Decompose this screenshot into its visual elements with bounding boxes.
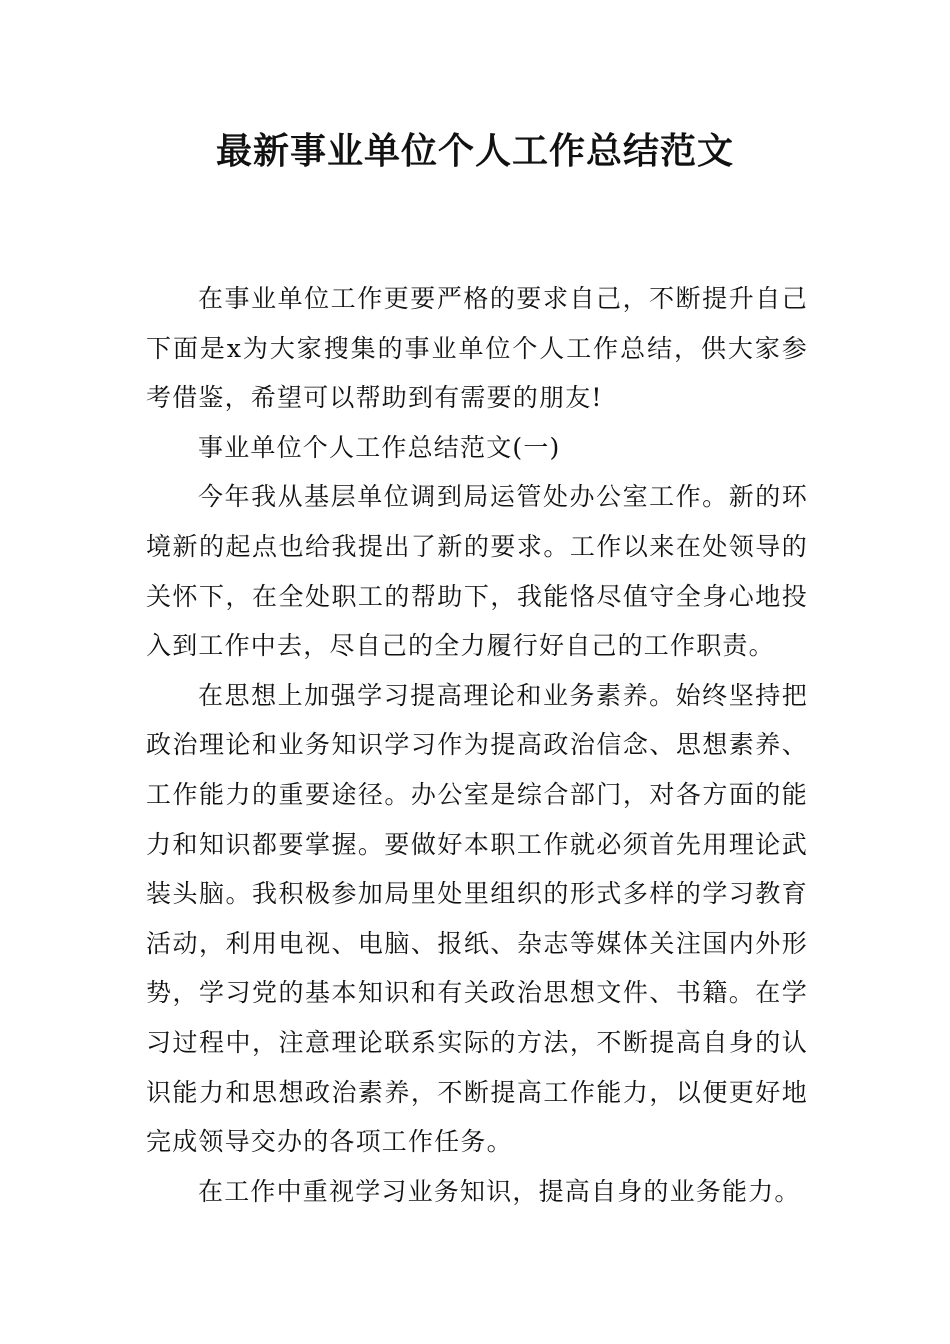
body-paragraph-2: 在思想上加强学习提高理论和业务素养。始终坚持把政治理论和业务知识学习作为提高政治信念、思想素养、工作能力的重要途径。办公室是综合部门，对各方面的能力和知识都要掌握。要做好本职工作就必须首先用理论武装头脑。我积极参加局里处里组织的形式多样的学习教育活动，利用电视、电脑、报纸、杂志等媒体关注国内外形势，学习党的基本知识和有关政治思想文件、书籍。在学习过程中，注意理论联系实际的方法，不断提高自身的认识能力和思想政治素养，不断提高工作能力，以便更好地完成领导交办的各项工作任务。 [146,680,808,1157]
intro-paragraph: 在事业单位工作更要严格的要求自己，不断提升自己下面是x为大家搜集的事业单位个人工作总结，供大家参考借鉴，希望可以帮助到有需要的朋友! [146,284,808,413]
document-body [146,274,808,1216]
body-paragraph-1: 今年我从基层单位调到局运管处办公室工作。新的环境新的起点也给我提出了新的要求。工作以来在处领导的关怀下，在全处职工的帮助下，我能恪尽值守全身心地投入到工作中去，尽自己的全力履行好自己的工作职责。 [146,482,808,661]
section-heading: 事业单位个人工作总结范文(一) [198,432,561,462]
body-paragraph-3: 在工作中重视学习业务知识，提高自身的业务能力。 [198,1176,801,1206]
document-title: 最新事业单位个人工作总结范文 [215,131,734,172]
